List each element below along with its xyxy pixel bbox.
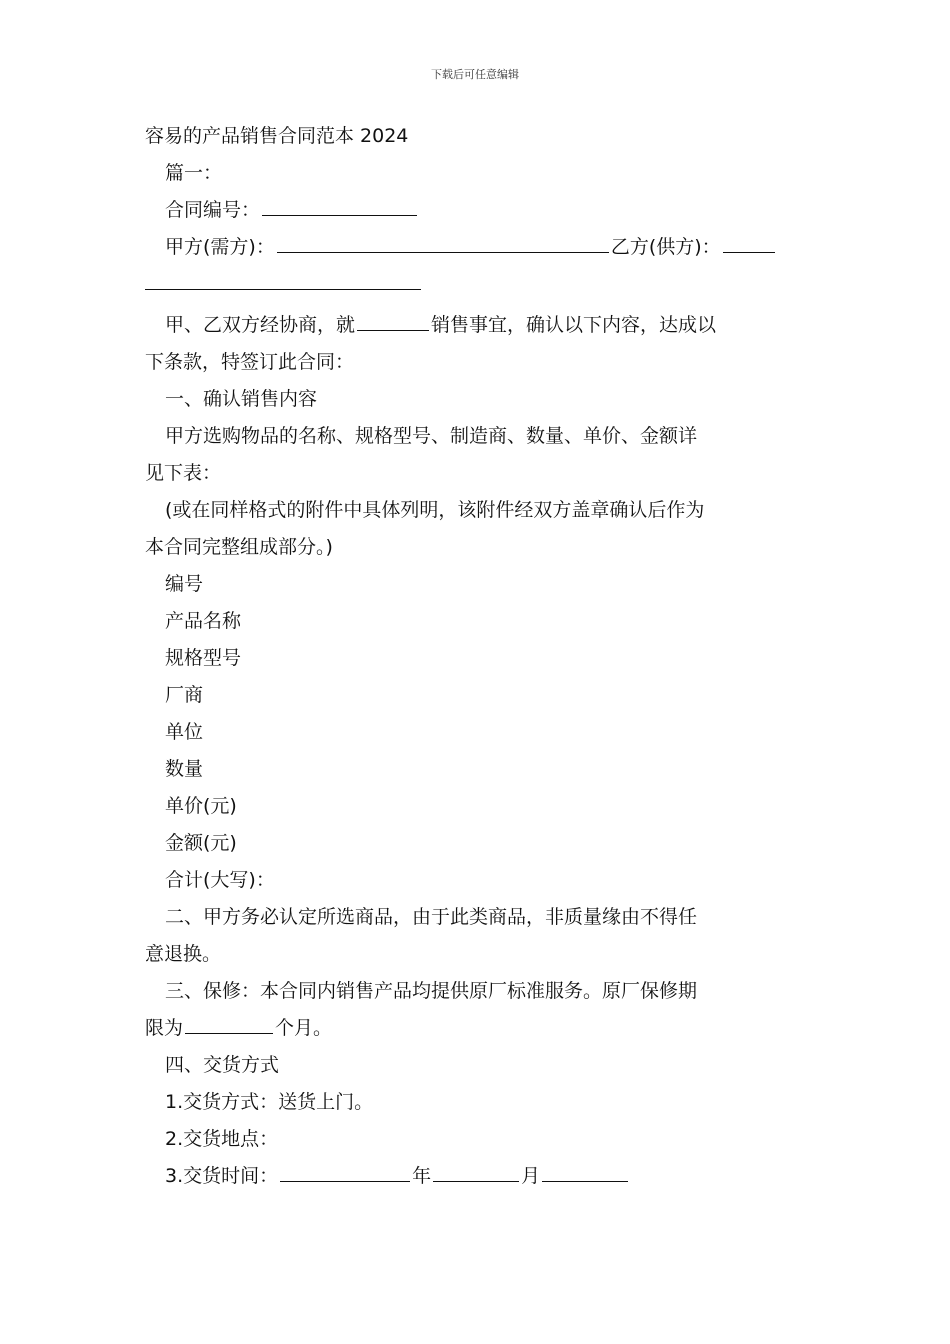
paragraph-2a: 甲方选购物品的名称、规格型号、制造商、数量、单价、金额详 bbox=[165, 425, 698, 447]
party-a-blank[interactable] bbox=[277, 251, 609, 253]
party-a-label: 甲方(需方)： bbox=[165, 236, 275, 258]
paragraph-3b: 本合同完整组成部分。) bbox=[145, 536, 333, 558]
page-header: 下载后可任意编辑 bbox=[431, 68, 519, 81]
year-label: 年 bbox=[412, 1165, 432, 1187]
delivery-year-blank[interactable] bbox=[280, 1180, 410, 1182]
table-field-number: 编号 bbox=[165, 573, 204, 595]
paragraph-1a bbox=[145, 307, 810, 344]
table-field-unit-price: 单价(元) bbox=[165, 795, 237, 817]
table-field-manufacturer: 厂商 bbox=[165, 684, 204, 706]
party-b-blank[interactable] bbox=[723, 251, 775, 253]
section-2b: 意退换。 bbox=[145, 943, 222, 965]
delivery-day-blank[interactable] bbox=[542, 1180, 628, 1182]
contract-number-blank[interactable] bbox=[262, 214, 417, 216]
warranty-months-blank[interactable] bbox=[185, 1032, 273, 1034]
delivery-month-blank[interactable] bbox=[433, 1180, 519, 1182]
contract-number-label: 合同编号： bbox=[165, 199, 261, 221]
p1-text-b: 销售事宜，确认以下内容，达成以 bbox=[431, 314, 717, 336]
section-3a: 三、保修：本合同内销售产品均提供原厂标准服务。原厂保修期 bbox=[165, 980, 698, 1002]
contract-document bbox=[145, 118, 810, 1195]
section-1-heading: 一、确认销售内容 bbox=[165, 388, 318, 410]
table-field-product-name: 产品名称 bbox=[165, 610, 242, 632]
party-b-label: 乙方(供方)： bbox=[610, 236, 721, 258]
p1-text-a: 甲、乙双方经协商，就 bbox=[165, 314, 356, 336]
party-b-blank-continued bbox=[145, 266, 810, 303]
section-4-heading: 四、交货方式 bbox=[165, 1054, 280, 1076]
party-b-blank-2[interactable] bbox=[145, 288, 421, 290]
table-field-total: 合计(大写)： bbox=[165, 869, 275, 891]
parties-line bbox=[145, 229, 810, 266]
month-label: 月 bbox=[521, 1165, 541, 1187]
warranty-text-b: 个月。 bbox=[275, 1017, 333, 1039]
document-title: 容易的产品销售合同范本 2024 bbox=[145, 125, 409, 147]
table-field-quantity: 数量 bbox=[165, 758, 204, 780]
paragraph-3a: (或在同样格式的附件中具体列明，该附件经双方盖章确认后作为 bbox=[165, 499, 705, 521]
section-label: 篇一： bbox=[165, 162, 223, 184]
contract-number-line bbox=[145, 192, 810, 229]
paragraph-1b: 下条款，特签订此合同： bbox=[145, 351, 355, 373]
table-field-unit: 单位 bbox=[165, 721, 204, 743]
warranty-text-a: 限为 bbox=[145, 1017, 184, 1039]
paragraph-2b: 见下表： bbox=[145, 462, 222, 484]
delivery-method: 1.交货方式：送货上门。 bbox=[165, 1091, 374, 1113]
table-field-amount: 金额(元) bbox=[165, 832, 237, 854]
delivery-time-label: 3.交货时间： bbox=[165, 1165, 279, 1187]
table-field-spec: 规格型号 bbox=[165, 647, 242, 669]
section-3b bbox=[145, 1010, 810, 1047]
delivery-time bbox=[145, 1158, 810, 1195]
sales-matter-blank[interactable] bbox=[357, 329, 429, 331]
section-2a: 二、甲方务必认定所选商品，由于此类商品，非质量缘由不得任 bbox=[165, 906, 698, 928]
delivery-location: 2.交货地点： bbox=[165, 1128, 279, 1150]
